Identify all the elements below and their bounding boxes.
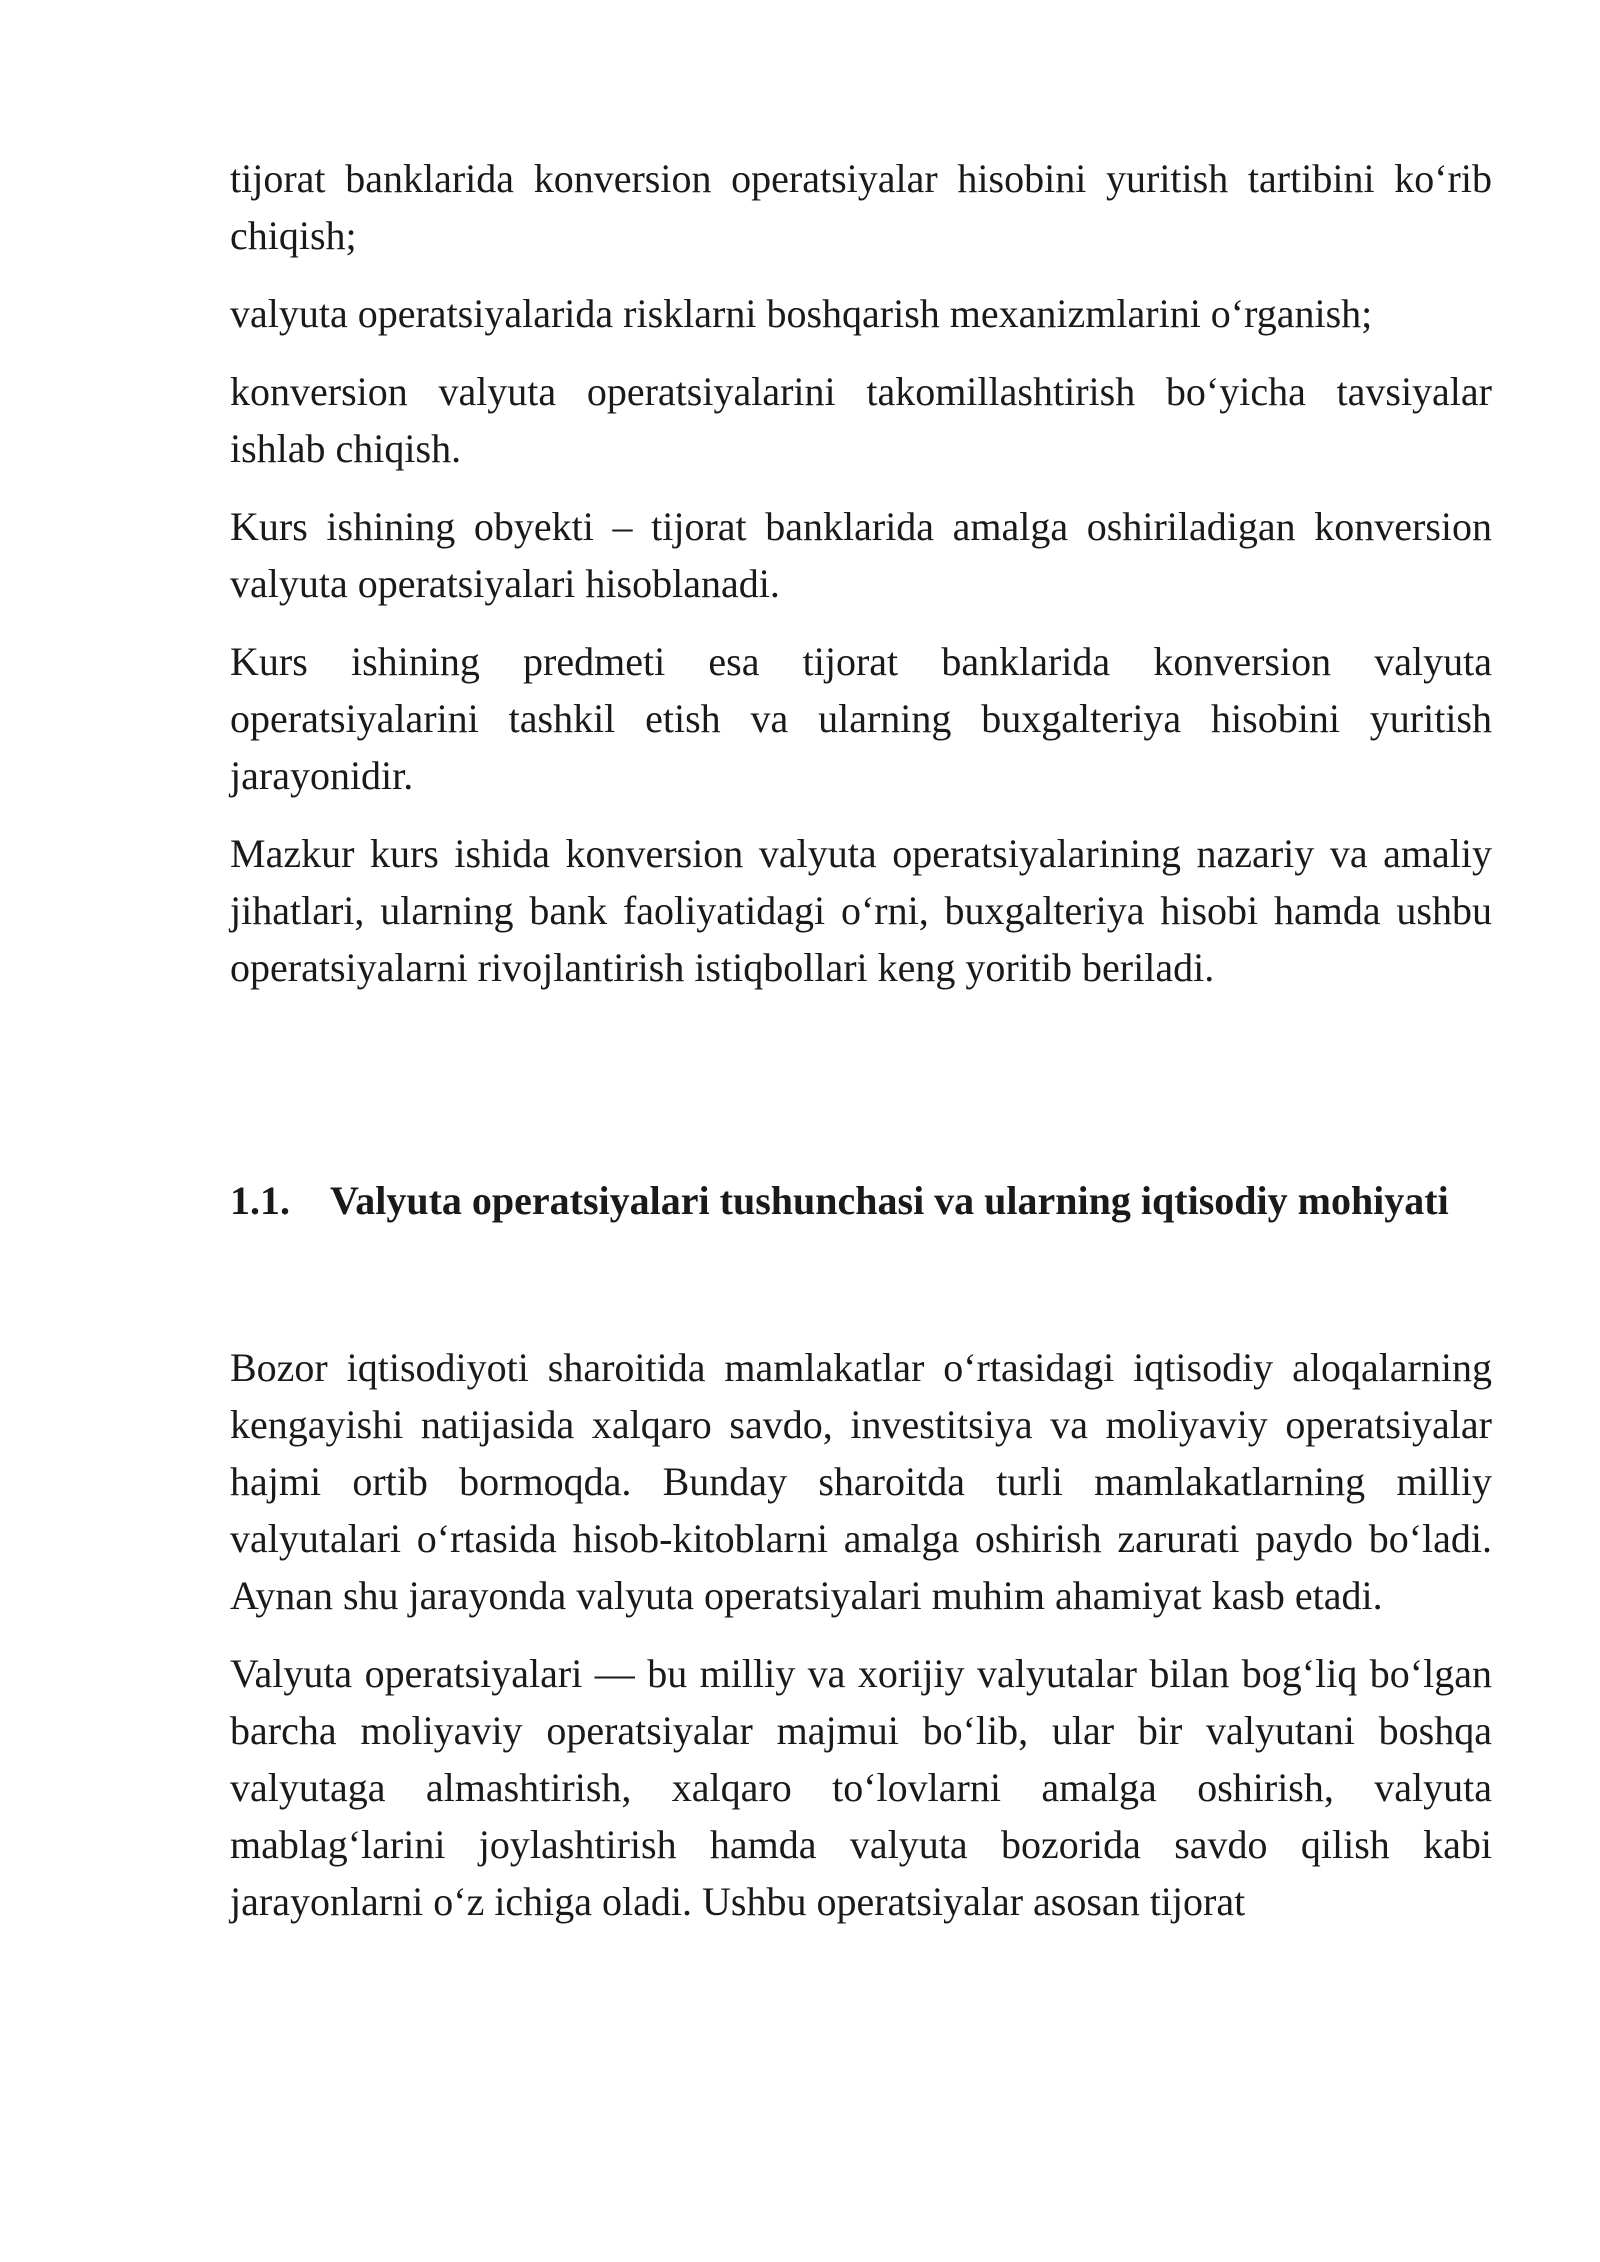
paragraph-market-economy: Bozor iqtisodiyoti sharoitida mamlakatlar o‘rtasidagi iqtisodiy aloqalarning kengayishi natijasida xalqaro savdo, investitsiya va moliyaviy operatsiyalar hajmi ortib bormoqda. Bunday sharoitda turli mamlakatlarning milliy valyutalari o‘rtasida hisob-kitoblarni amalga oshirish zarurati paydo bo‘ladi. Aynan shu jarayonda valyuta operatsiyalari muhim ahamiyat kasb etadi. [230,1345,1492,1618]
section-title: Valyuta operatsiyalari tushunchasi va ularning iqtisodiy mohiyati [330,1178,1449,1223]
paragraph-currency-operations-definition: Valyuta operatsiyalari — bu milliy va xorijiy valyutalar bilan bog‘liq bo‘lgan barcha moliyaviy operatsiyalar majmui bo‘lib, ular bir valyutani boshqa valyutaga almashtirish, xalqaro to‘lovlarni amalga oshirish, valyuta mablag‘larini joylashtirish hamda valyuta bozorida savdo qilish kabi jarayonlarni o‘z ichiga oladi. Ushbu operatsiyalar asosan tijorat [230,1651,1492,1924]
document-body [230,150,1492,1951]
paragraph-research-subject: Kurs ishining predmeti esa tijorat banklarida konversion valyuta operatsiyalarini tashkil etish va ularning buxgalteriya hisobini yuritish jarayonidir. [230,639,1492,798]
section-heading [230,1172,1492,1229]
paragraph-task-risk-management: valyuta operatsiyalarida risklarni boshqarish mexanizmlarini o‘rganish; [230,291,1373,336]
paragraph-task-recommendations: konversion valyuta operatsiyalarini takomillashtirish bo‘yicha tavsiyalar ishlab chiqish. [230,369,1492,471]
paragraph-course-scope: Mazkur kurs ishida konversion valyuta operatsiyalarining nazariy va amaliy jihatlari, ularning bank faoliyatidagi o‘rni, buxgalteriya hisobi hamda ushbu operatsiyalarni rivojlantirish istiqbollari keng yoritib beriladi. [230,831,1492,990]
paragraph-research-object: Kurs ishining obyekti – tijorat banklarida amalga oshiriladigan konversion valyuta operatsiyalari hisoblanadi. [230,504,1492,606]
paragraph-task-accounting-review: tijorat banklarida konversion operatsiyalar hisobini yuritish tartibini ko‘rib chiqish; [230,156,1492,258]
section-number: 1.1. [230,1178,290,1223]
